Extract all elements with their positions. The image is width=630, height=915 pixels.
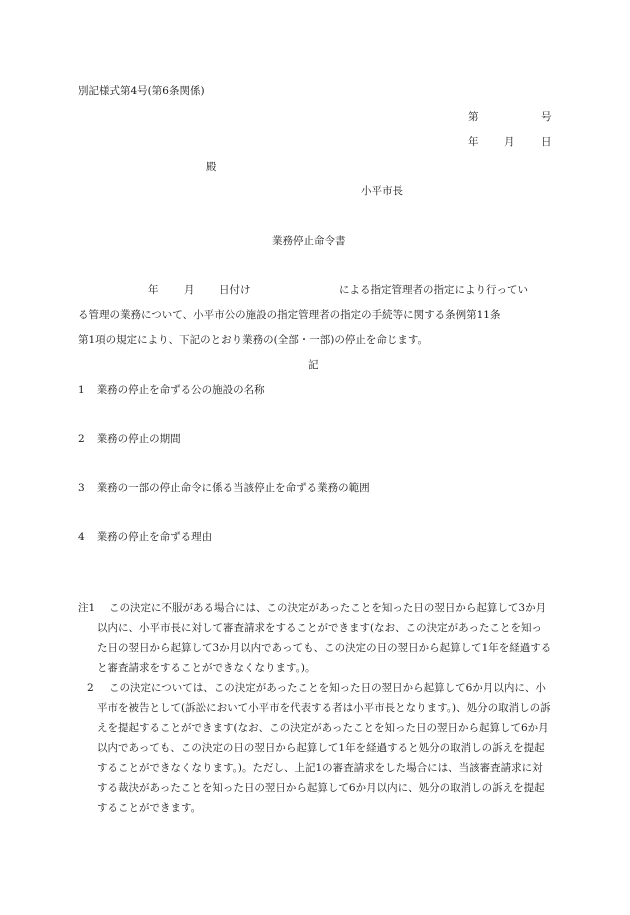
item-4: [78, 532, 212, 543]
note-1: [78, 598, 552, 678]
intro-line1-rest: による指定管理者の指定により行ってい: [339, 284, 528, 296]
ki-marker: 記: [308, 359, 319, 371]
page-title: 業務停止命令書: [272, 235, 346, 247]
form-header: 別記様式第4号(第6条関係): [78, 85, 205, 97]
item-3: [78, 483, 370, 494]
date-month: 月: [504, 136, 515, 148]
item-1: [78, 385, 265, 396]
note-text: この決定については、この決定があったことを知った日の翌日から起算して6か月以内に、小平市を被告として(訴訟において小平市を代表する者は小平市長となります。)、処分の取消しの訴えを提起することができます(なお、この決定があったことを知った日の翌日から起算して6か月以内であっても、この決定の日の翌日から起算して1年を経過すると処分の取消しの訴えを提起することができなくなります。)。ただし、上記1の審査請求をした場合には、当該審査請求に対する裁決があったことを知った日の翌日から起算して6か月以内に、処分の取消しの訴えを提起することができます。: [97, 682, 551, 814]
item-text: 業務の一部の停止命令に係る当該停止を命ずる業務の範囲: [96, 482, 370, 494]
item-text: 業務の停止を命ずる公の施設の名称: [96, 384, 265, 396]
note-text: この決定に不服がある場合には、この決定があったことを知った日の翌日から起算して3か月以内に、小平市長に対して審査請求をすることができます(なお、この決定があったことを知った日の翌日から起算して3か月以内であっても、この決定の日の翌日から起算して1年を経過すると審査請求をすることができなくなります。)。: [97, 602, 552, 674]
note-label: 注1: [78, 602, 96, 614]
number-prefix: 第: [468, 111, 479, 123]
item-number: 1: [78, 384, 85, 396]
addressee-honorific: 殿: [206, 161, 217, 173]
date-day: 日: [541, 136, 552, 148]
item-text: 業務の停止の期間: [96, 433, 181, 445]
item-number: 3: [78, 482, 85, 494]
item-2: [78, 434, 181, 445]
date-year: 年: [468, 136, 479, 148]
note-label: 2: [87, 682, 94, 694]
item-text: 業務の停止を命ずる理由: [96, 531, 213, 543]
intro-day-dated: 日付け: [219, 284, 251, 296]
note-2: [78, 678, 552, 818]
item-number: 4: [78, 531, 85, 543]
intro-line3: 第1項の規定により、下記のとおり業務の(全部・一部)の停止を命じます。: [78, 334, 429, 346]
issuer: 小平市長: [361, 185, 403, 197]
intro-month: 月: [184, 284, 195, 296]
number-suffix: 号: [541, 111, 552, 123]
intro-year: 年: [148, 284, 159, 296]
notes-section: [78, 598, 552, 818]
intro-line2: る管理の業務について、小平市公の施設の指定管理者の指定の手続等に関する条例第11条: [78, 309, 501, 321]
item-number: 2: [78, 433, 85, 445]
